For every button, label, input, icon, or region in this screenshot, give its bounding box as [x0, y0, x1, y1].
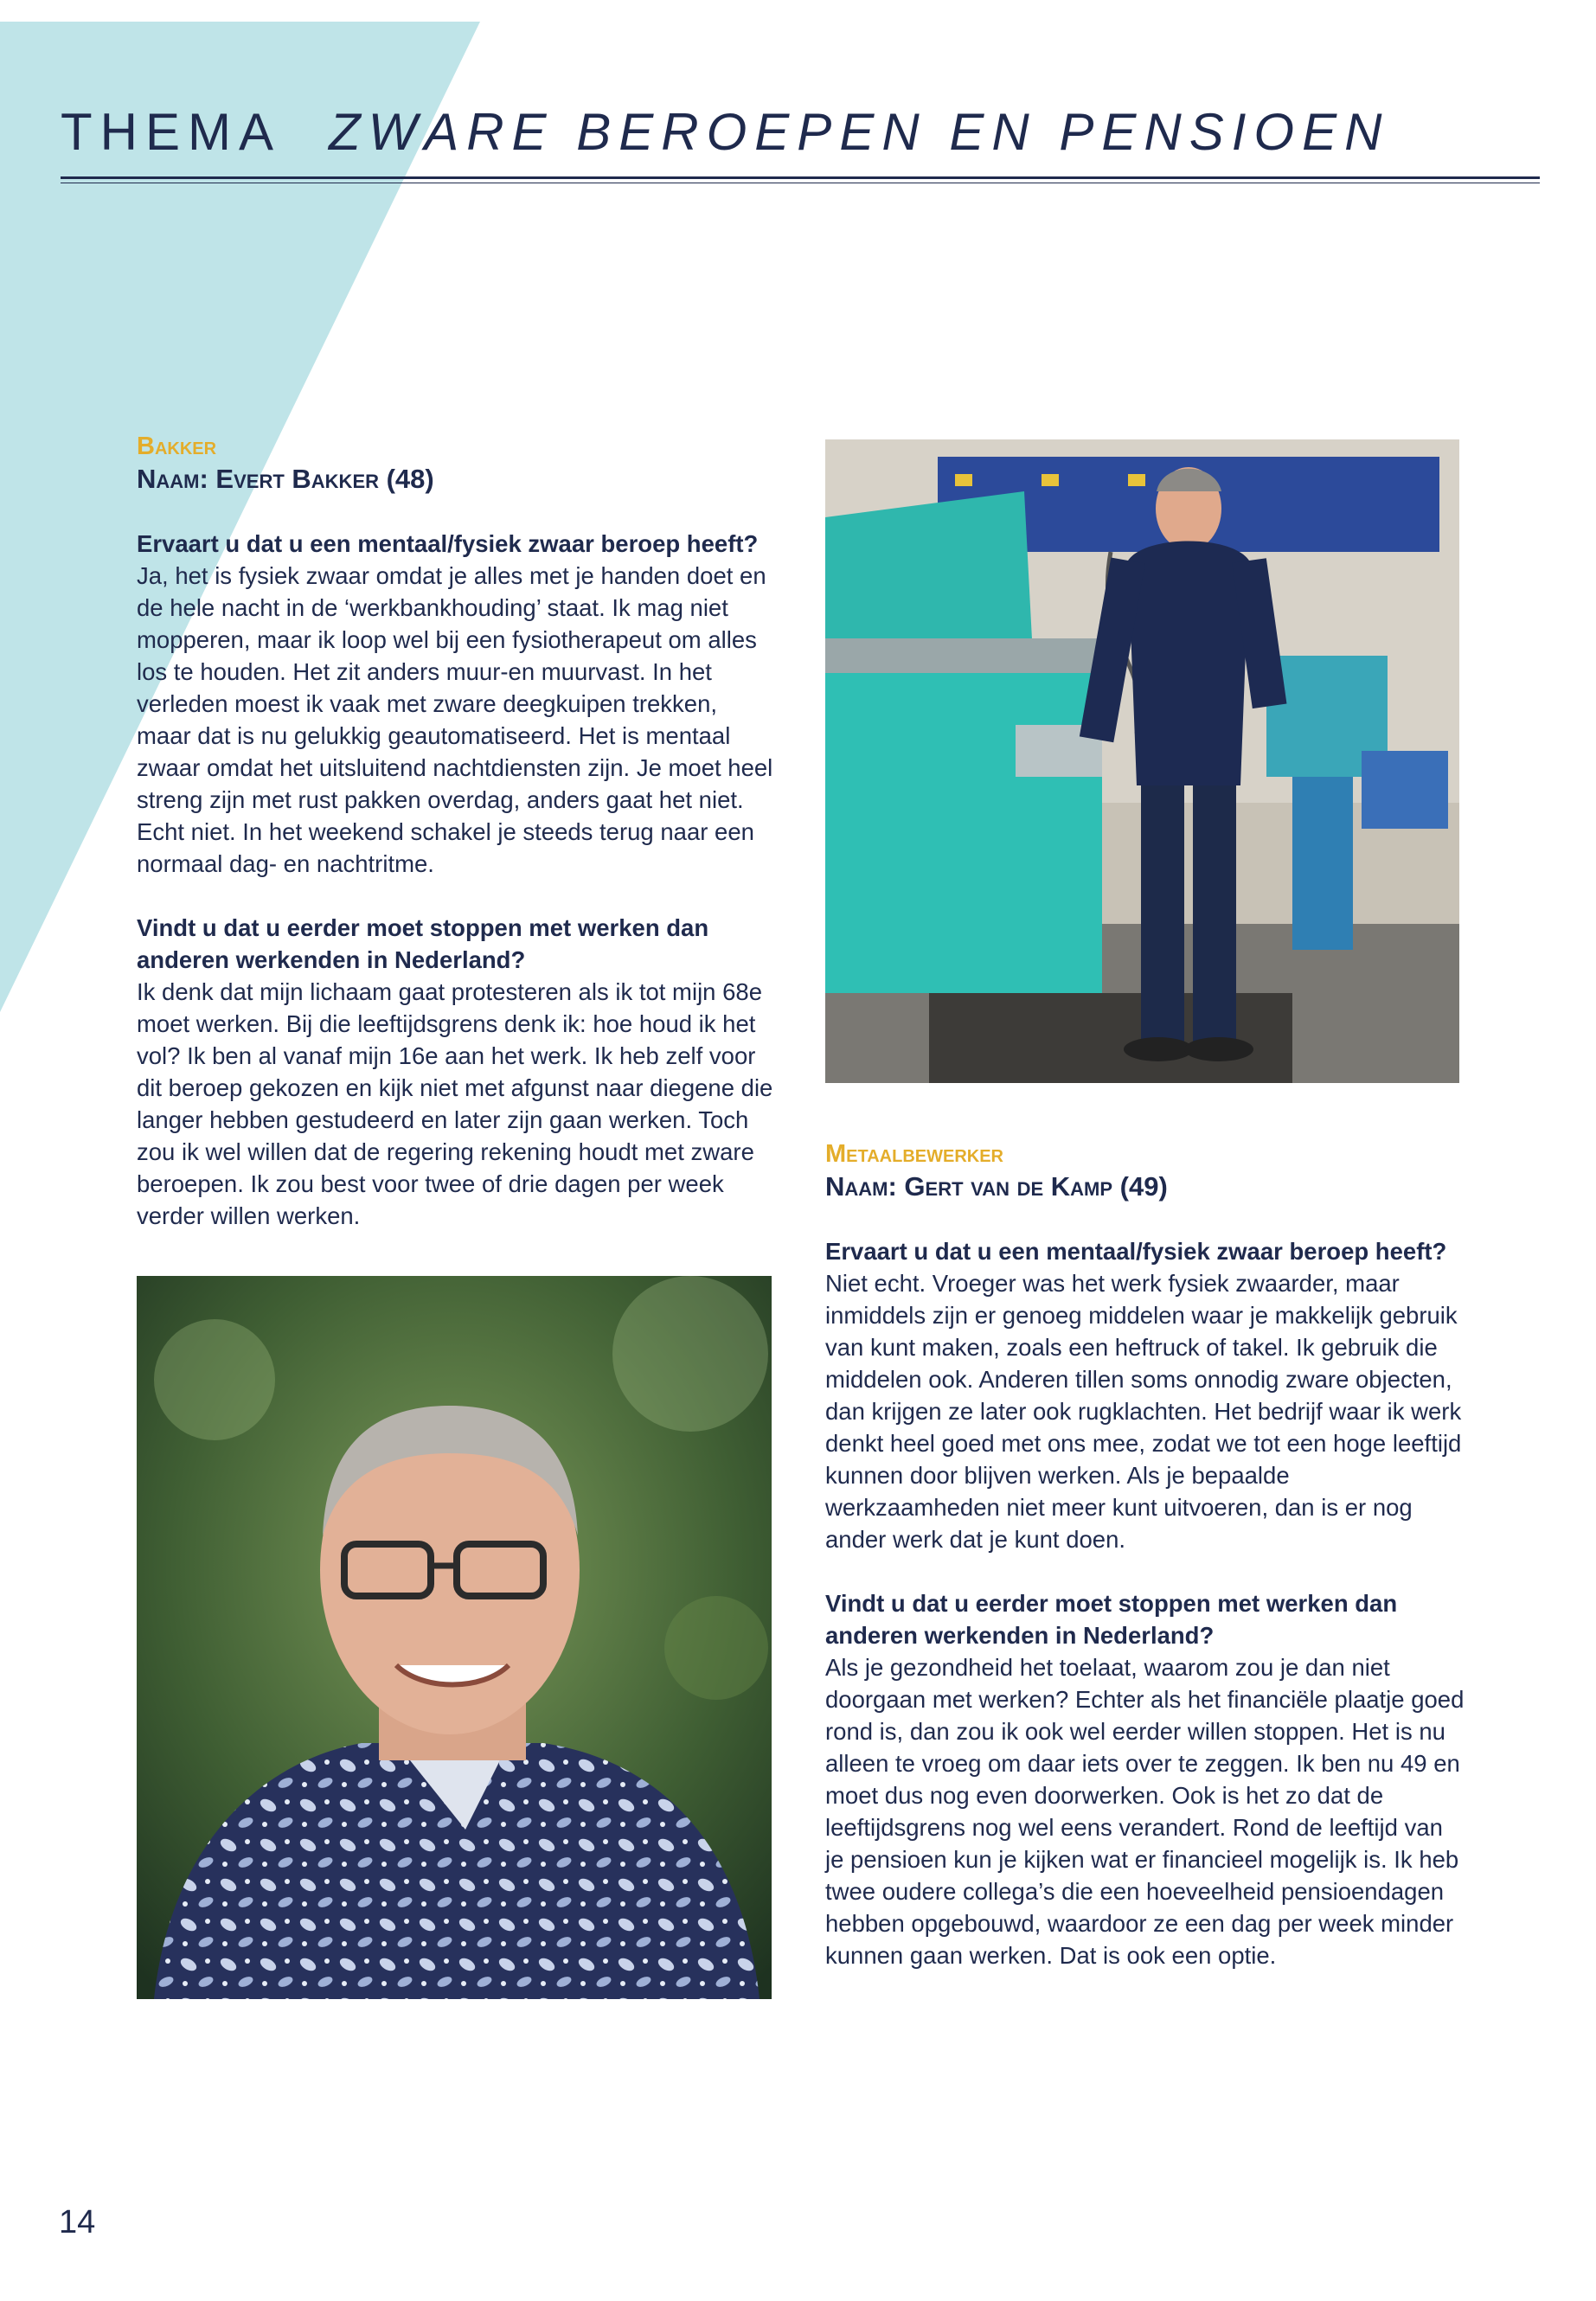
question-2: Vindt u dat u eerder moet stoppen met werken dan anderen werkenden in Nederland? [825, 1590, 1398, 1649]
question-1: Ervaart u dat u een mentaal/fysiek zwaar beroep heeft? [825, 1238, 1447, 1265]
portrait-photo-evert-bakker [137, 1276, 772, 1999]
question-1: Ervaart u dat u een mentaal/fysiek zwaar beroep heeft? [137, 530, 759, 557]
answer-2: Als je gezondheid het toelaat, waarom zou je dan niet doorgaan met werken? Echter als het financiële plaatje goed rond is, dan zou ik ook wel eerder willen stoppen. Het is nu alleen te vroeg om daar iets over te zeggen. Ik ben nu 49 en moet dus nog even doorwerken. Ook is het zo dat de leeftijdsgrens nog wel eens verandert. Rond de leeftijd van je pensioen kun je kijken wat er financieel mogelijk is. Ik heb twee oudere collega’s die een hoeveelheid pensioendagen hebben opgebouwd, waardoor ze een dag per week minder kunnen gaan werken. Dat is ook een optie. [825, 1654, 1465, 1969]
article-bakker [137, 431, 777, 1232]
theme-title: ZWARE BEROEPEN EN PENSIOEN [329, 103, 1390, 161]
interviewee-name: Naam: Evert Bakker (48) [137, 464, 434, 494]
question-2: Vindt u dat u eerder moet stoppen met werken dan anderen werkenden in Nederland? [137, 914, 709, 973]
section-label: THEMA [61, 103, 281, 161]
answer-1: Niet echt. Vroeger was het werk fysiek zwaarder, maar inmiddels zijn er genoeg middelen waar je makkelijk gebruik van kunt maken, zoals een heftruck of takel. Ik gebruik die middelen ook. Anderen tillen soms onnodig zware objecten, dan krijgen ze later ook rugklachten. Het bedrijf waar ik werk denkt heel goed met ons mee, zodat we tot een hoge leeftijd kunnen door blijven werken. Als je bepaalde werkzaamheden niet meer kunt uitvoeren, dan is er nog ander werk dat je kunt doen. [825, 1270, 1462, 1553]
article-metaalbewerker [825, 1138, 1465, 1971]
header-rule [61, 176, 1540, 179]
profession-label: Metaalbewerker [825, 1140, 1004, 1168]
interviewee-name: Naam: Gert van de Kamp (49) [825, 1171, 1168, 1202]
workshop-photo-gert-van-de-kamp [825, 439, 1459, 1083]
answer-1: Ja, het is fysiek zwaar omdat je alles met je handen doet en de hele nacht in de ‘werkbankhouding’ staat. Ik mag niet mopperen, maar ik loop wel bij een fysiotherapeut om alles los te houden. Het zit anders muur-en muurvast. In het verleden moest ik vaak met zware deegkuipen trekken, maar dat is nu gelukkig geautomatiseerd. Het is mentaal zwaar omdat het uitsluitend nachtdiensten zijn. Je moet heel streng zijn met rust pakken overdag, anders gaat het niet. Echt niet. In het weekend schakel je steeds terug naar een normaal dag- en nachtritme. [137, 562, 773, 877]
answer-2: Ik denk dat mijn lichaam gaat protesteren als ik tot mijn 68e moet werken. Bij die leeftijdsgrens denk ik: hoe houd ik het vol? Ik ben al vanaf mijn 16e aan het werk. Ik heb zelf voor dit beroep gekozen en kijk niet met afgunst naar diegene die langer hebben gestudeerd en later zijn gaan werken. Toch zou ik wel willen dat de regering rekening houdt met zware beroepen. Ik zou best voor twee of drie dagen per week verder willen werken. [137, 978, 773, 1229]
profession-label: Bakker [137, 433, 217, 460]
page-header [61, 102, 1540, 180]
page-number: 14 [59, 2204, 96, 2240]
